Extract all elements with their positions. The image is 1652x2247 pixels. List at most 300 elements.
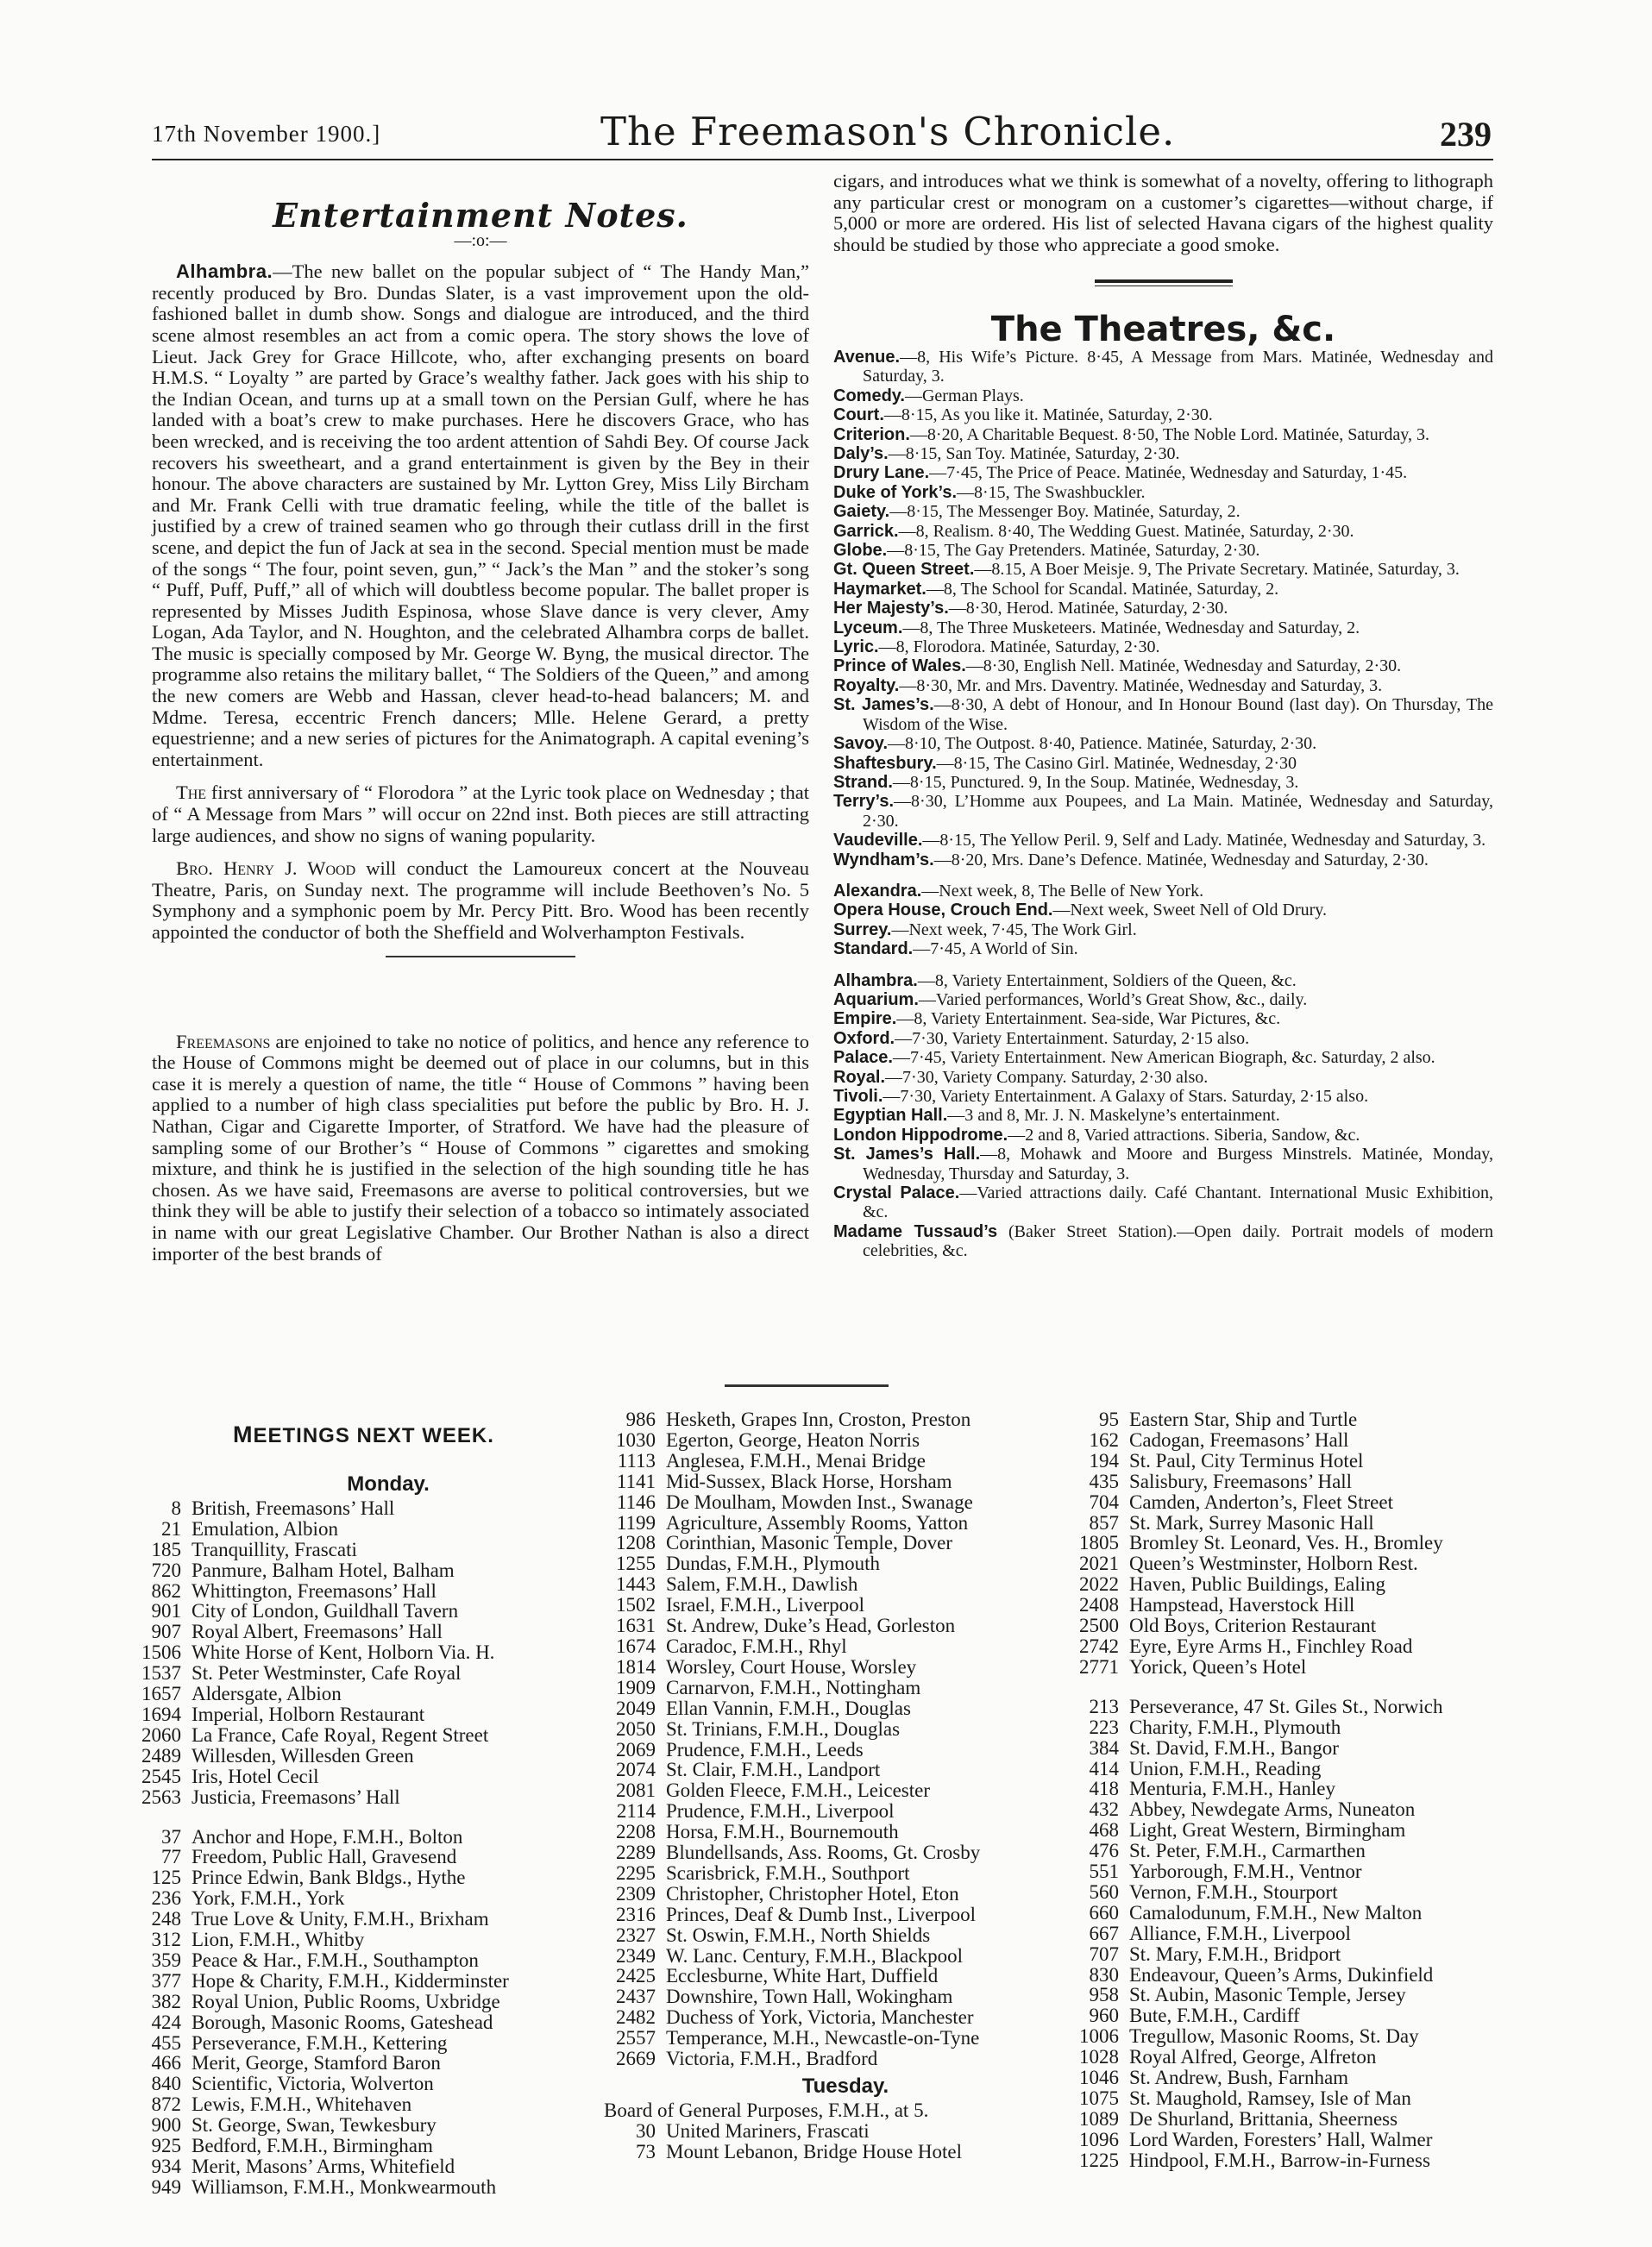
- theatre-name: Lyceum.: [833, 618, 903, 637]
- lodge-number: 1146: [616, 1491, 656, 1513]
- lodge-name: De Moulham, Mowden Inst., Swanage: [666, 1491, 973, 1513]
- lodge-row: [604, 1905, 1087, 1925]
- lodge-name: Alliance, F.M.H., Liverpool: [1129, 1922, 1351, 1944]
- lodge-name: Old Boys, Criterion Restaurant: [1129, 1615, 1377, 1637]
- lodge-name: Eastern Star, Ship and Turtle: [1129, 1409, 1358, 1430]
- theatre-name: Lyric.: [833, 637, 879, 657]
- lodge-name: British, Freemasons’ Hall: [192, 1497, 395, 1519]
- lodge-number: 359: [151, 1949, 181, 1971]
- theatre-entry: [833, 502, 1493, 521]
- theatre-entry: [833, 754, 1493, 773]
- lodge-name: Downshire, Town Hall, Wokingham: [666, 1986, 953, 2008]
- lodge-name: Camden, Anderton’s, Fleet Street: [1129, 1491, 1393, 1513]
- alhambra-text: —The new ballet on the popular subject of “ The Handy Man,” recently produced by Bro. Dundas Slater, is a vast improvement upon the old-fashioned ballet in dumb show. Songs and dialogue are introduced, and the third scene almost resembles an act from a comic opera. The story shows the love of Lieut. Jack Grey for Grace Hillcote, who, after exchanging presents on board H.M.S. “ Loyalty ” are parted by Grace’s wealthy father. Jack goes with his ship to the Indian Ocean, and turns up at a small town on the Persian Gulf, where he has landed with a boat’s crew to make purchases. Here he discovers Grace, who has been wrecked, and is receiving the too ardent attention of Sahdi Bey. Of course Jack recovers his sweetheart, and a grand entertainment is given by the Bey in their honour. The above characters are sustained by Mr. Lytton Grey, Miss Lily Bircham and Mr. Frank Celli with true dramatic feeling, while the title of the ballet is justified by a crew of trained seamen who go through their cutlass drill in the first scene, and depict the fun of Jack at sea in the second. Special mention must be made of the songs “ The four, point seven, gun,” “ Jack’s the Man ” and the stoker’s song “ Puff, Puff, Puff,” all of which will doubtless become popular. The ballet proper is represented by Misses Judith Espinosa, whose Slave dance is very clever, Amy Logan, Ada Taylor, and N. Houghton, and the celebrated Alhambra corps de ballet. The music is specially composed by Mr. George W. Byng, the musical director. The programme also retains the military ballet, “ The Soldiers of the Queen,” and among the new comers are Webb and Hassan, clever head-to-head balancers; M. and Mdme. Teresa, eccentric French dancers; Mlle. Helene Gerard, a pretty equestrienne; and a new series of pictures for the Animatograph. A capital evening’s entertainment.: [152, 260, 809, 770]
- theatres-list: [833, 348, 1493, 1261]
- lodge-row: [1067, 1595, 1550, 1616]
- lodge-name: St. Mark, Surrey Masonic Hall: [1129, 1511, 1374, 1534]
- theatre-details: —3 and 8, Mr. J. N. Maskelyne’s entertainment.: [947, 1106, 1280, 1126]
- lodge-name: Panmure, Balham Hotel, Balham: [192, 1559, 455, 1581]
- lodge-name: City of London, Guildhall Tavern: [192, 1600, 459, 1622]
- theatre-details: —8·15, San Toy. Matinée, Saturday, 2·30.: [888, 444, 1180, 463]
- lodge-row: [604, 2028, 1087, 2049]
- theatre-name: St. James’s Hall.: [833, 1145, 981, 1164]
- lodge-number: 73: [636, 2140, 656, 2162]
- florodora-lead: The: [176, 781, 207, 804]
- lodge-row: [1067, 1533, 1550, 1553]
- theatre-details: —7·30, Variety Entertainment. Saturday, 2·15 also.: [895, 1028, 1250, 1048]
- meetings-column-1: [129, 1471, 647, 2198]
- lodge-name: Israel, F.M.H., Liverpool: [666, 1594, 865, 1616]
- lodge-name: Ellan Vannin, F.M.H., Douglas: [666, 1697, 911, 1719]
- lodge-number: 2545: [141, 1765, 181, 1787]
- lodge-name: Borough, Masonic Rooms, Gateshead: [192, 2011, 493, 2033]
- theatre-name: Wyndham’s.: [833, 850, 934, 869]
- lodge-row: [129, 1847, 647, 1867]
- theatre-name: Daly’s.: [833, 444, 889, 463]
- lodge-number: 901: [151, 1600, 181, 1622]
- lodge-name: Ecclesburne, White Hart, Duffield: [666, 1965, 939, 1987]
- lodge-row: [604, 1430, 1087, 1451]
- theatre-entry: [833, 850, 1493, 869]
- theatre-details: —8, The School for Scandal. Matinée, Saturday, 2.: [926, 579, 1279, 599]
- lodge-name: United Mariners, Frascati: [666, 2119, 870, 2142]
- theatre-details: —8, Mohawk and Moore and Burgess Minstrels. Matinée, Monday, Wednesday, Thursday and Saturday, 3.: [863, 1145, 1493, 1183]
- lodge-row: [129, 1601, 647, 1622]
- theatre-name: Her Majesty’s.: [833, 599, 949, 618]
- lodge-row: [1067, 1636, 1550, 1657]
- lodge-name: Horsa, F.M.H., Bournemouth: [666, 1821, 899, 1843]
- lodge-name: Duchess of York, Victoria, Manchester: [666, 2006, 974, 2029]
- lodge-number: 1631: [616, 1615, 656, 1637]
- theatre-name: Criterion.: [833, 424, 910, 444]
- lodge-row: [1067, 2068, 1550, 2088]
- lodge-name: St. Peter Westminster, Cafe Royal: [192, 1662, 462, 1685]
- lodge-row: [129, 2115, 647, 2136]
- theatre-details: —8·15, The Casino Girl. Matinée, Wednesday, 2·30: [936, 753, 1297, 773]
- lodge-number: 77: [161, 1846, 181, 1868]
- lodge-number: 1208: [616, 1532, 656, 1554]
- lodge-row: [1067, 1944, 1550, 1965]
- lodge-number: 2081: [616, 1779, 656, 1802]
- theatre-details: —8, The Three Musketeers. Matinée, Wednesday and Saturday, 2.: [902, 618, 1360, 637]
- issue-date: 17th November 1900.]: [152, 121, 381, 147]
- lodge-name: Christopher, Christopher Hotel, Eton: [666, 1882, 959, 1905]
- lodge-name: W. Lanc. Century, F.M.H., Blackpool: [666, 1944, 963, 1967]
- alhambra-lead: Alhambra.: [176, 260, 273, 283]
- lodge-row: [1067, 1861, 1550, 1882]
- lodge-number: 21: [161, 1517, 181, 1540]
- lodge-number: 125: [151, 1867, 181, 1889]
- lodge-number: 2425: [616, 1965, 656, 1987]
- page-number: 239: [1440, 115, 1492, 154]
- lodge-name: St. Aubin, Masonic Temple, Jersey: [1129, 1984, 1406, 2006]
- lodge-row: [129, 1581, 647, 1602]
- lodge-row: [1067, 2130, 1550, 2150]
- lodge-name: Bedford, F.M.H., Birmingham: [192, 2135, 433, 2157]
- theatre-entry: [833, 618, 1493, 637]
- theatre-entry: [833, 990, 1493, 1009]
- lodge-name: Freedom, Public Hall, Gravesend: [192, 1846, 457, 1868]
- lodge-name: White Horse of Kent, Holborn Via. H.: [192, 1641, 495, 1664]
- lodge-number: 667: [1089, 1922, 1119, 1944]
- theatre-name: Royalty.: [833, 675, 900, 695]
- lodge-number: 377: [151, 1969, 181, 1992]
- lodge-name: Prudence, F.M.H., Leeds: [666, 1738, 864, 1761]
- lodge-row: [129, 1867, 647, 1888]
- theatre-entry: [833, 1029, 1493, 1048]
- theatre-name: Tivoli.: [833, 1087, 883, 1106]
- lodge-number: 1089: [1079, 2107, 1119, 2130]
- lodge-row: [1067, 1616, 1550, 1636]
- theatre-details: —Next week, Sweet Nell of Old Drury.: [1052, 901, 1327, 920]
- theatre-name: Alexandra.: [833, 881, 922, 901]
- lodge-row: [129, 1663, 647, 1684]
- theatre-details: —8·30, Mr. and Mrs. Daventry. Matinée, Wednesday and Saturday, 3.: [899, 675, 1383, 695]
- lodge-row: [129, 2177, 647, 2198]
- lodge-number: 1113: [617, 1449, 656, 1472]
- lodge-number: 840: [151, 2073, 181, 2095]
- lodge-name: Corinthian, Masonic Temple, Dover: [666, 1532, 953, 1554]
- theatre-details: —7·30, Variety Company. Saturday, 2·30 also.: [885, 1067, 1209, 1087]
- theatre-entry: [833, 637, 1493, 656]
- lodge-number: 2208: [616, 1821, 656, 1843]
- theatre-entry: [833, 386, 1493, 405]
- theatre-name: Surrey.: [833, 920, 892, 939]
- theatre-name: Standard.: [833, 939, 914, 959]
- lodge-row: [129, 1950, 647, 1971]
- lodge-number: 2114: [616, 1800, 656, 1823]
- lodge-row: [129, 1725, 647, 1746]
- lodge-number: 455: [151, 2031, 181, 2054]
- lodge-row: [1067, 1903, 1550, 1924]
- lodge-number: 986: [625, 1409, 656, 1430]
- lodge-number: 1537: [141, 1662, 181, 1685]
- wood-text: will conduct the Lamoureux concert at the Nouveau Theatre, Paris, on Sunday next. The programme will include Beethoven’s No. 5 Symphony and a symphonic poem by Mr. Percy Pitt. Bro. Wood has been recently appointed the conductor of both the Sheffield and Wolverhampton Festivals.: [152, 857, 810, 943]
- theatre-details: —8·10, The Outpost. 8·40, Patience. Matinée, Saturday, 2·30.: [888, 734, 1317, 754]
- lodge-number: 2771: [1079, 1655, 1119, 1678]
- theatre-name: Savoy.: [833, 734, 888, 754]
- wood-paragraph: [152, 858, 809, 943]
- lodge-name: Peace & Har., F.M.H., Southampton: [192, 1949, 479, 1971]
- lodge-row: [1067, 1451, 1550, 1472]
- lodge-number: 223: [1089, 1716, 1119, 1738]
- theatre-name: Prince of Wales.: [833, 656, 966, 676]
- theatre-details: (Baker Street Station).—Open daily. Portrait models of modern celebrities, &c.: [863, 1221, 1493, 1261]
- lodge-name: St. Peter, F.M.H., Carmarthen: [1129, 1840, 1366, 1862]
- theatre-details: —Next week, 8, The Belle of New York.: [921, 881, 1204, 901]
- theatre-details: —8·15, The Gay Pretenders. Matinée, Saturday, 2·30.: [887, 541, 1260, 561]
- lodge-row: [604, 1657, 1087, 1678]
- lodge-row: [604, 2049, 1087, 2069]
- theatre-name: Gt. Queen Street.: [833, 560, 975, 580]
- theatre-entry: [833, 939, 1493, 958]
- theatre-entry: [833, 1106, 1493, 1125]
- lodge-number: 2050: [616, 1717, 656, 1740]
- lodge-number: 958: [1089, 1984, 1119, 2006]
- lodge-name: Cadogan, Freemasons’ Hall: [1129, 1428, 1349, 1451]
- lodge-row: [604, 1925, 1087, 1946]
- lodge-row: [604, 1801, 1087, 1822]
- lodge-number: 2482: [616, 2006, 656, 2029]
- page-header: [152, 109, 1493, 160]
- lodge-row: [1067, 1965, 1550, 1986]
- theatre-details: —7·45, A World of Sin.: [913, 939, 1078, 959]
- theatre-entry: [833, 541, 1493, 560]
- lodge-row: [604, 1472, 1087, 1492]
- lodge-row: [129, 1971, 647, 1992]
- theatre-details: —8, Variety Entertainment, Soldiers of the Queen, &c.: [917, 970, 1297, 990]
- lodge-number: 1075: [1079, 2087, 1119, 2109]
- lodge-row: [1067, 1759, 1550, 1779]
- lodge-row: [129, 1930, 647, 1950]
- lodge-number: 476: [1089, 1840, 1119, 1862]
- theatre-name: Aquarium.: [833, 989, 919, 1009]
- lodge-row: [604, 1595, 1087, 1616]
- theatre-details: —Varied performances, World’s Great Show, &c., daily.: [918, 989, 1308, 1009]
- lodge-name: True Love & Unity, F.M.H., Brixham: [192, 1908, 489, 1930]
- theatre-details: —8·30, Herod. Matinée, Saturday, 2·30.: [948, 599, 1228, 618]
- lodge-number: 660: [1089, 1901, 1119, 1924]
- lodge-name: Tranquillity, Frascati: [192, 1538, 357, 1560]
- lodge-name: Blundellsands, Ass. Rooms, Gt. Crosby: [666, 1842, 981, 1864]
- florodora-paragraph: [152, 782, 809, 846]
- lodge-number: 213: [1089, 1695, 1119, 1717]
- lodge-number: 2563: [141, 1786, 181, 1808]
- lodge-number: 2295: [616, 1861, 656, 1884]
- lodge-name: Salem, F.M.H., Dawlish: [666, 1573, 858, 1596]
- lodge-number: 466: [151, 2052, 181, 2074]
- theatre-entry: [833, 920, 1493, 939]
- lodge-number: 2289: [616, 1842, 656, 1864]
- lodge-name: Queen’s Westminster, Holborn Rest.: [1129, 1553, 1418, 1575]
- lodge-name: Prudence, F.M.H., Liverpool: [666, 1800, 895, 1823]
- lodge-name: Endeavour, Queen’s Arms, Dukinfield: [1129, 1963, 1434, 1986]
- lodge-name: Mount Lebanon, Bridge House Hotel: [666, 2140, 963, 2162]
- lodge-name: Victoria, F.M.H., Bradford: [666, 2048, 878, 2070]
- lodge-row: [604, 1822, 1087, 1842]
- theatre-details: —7·30, Variety Entertainment. A Galaxy of Stars. Saturday, 2·15 also.: [883, 1087, 1369, 1106]
- lodge-row: [1067, 1717, 1550, 1738]
- theatre-details: —8, His Wife’s Picture. 8·45, A Message from Mars. Matinée, Wednesday and Saturday, 3.: [863, 347, 1493, 386]
- header-rule: [152, 159, 1493, 160]
- lodge-name: St. David, F.M.H., Bangor: [1129, 1736, 1339, 1759]
- lodge-name: Light, Great Western, Birmingham: [1129, 1819, 1406, 1842]
- theatre-name: London Hippodrome.: [833, 1125, 1008, 1145]
- wood-lead: Bro. Henry J. Wood: [176, 857, 356, 880]
- lodge-name: St. Mary, F.M.H., Bridport: [1129, 1943, 1341, 1965]
- lodge-number: 1674: [616, 1635, 656, 1657]
- lodge-name: Bute, F.M.H., Cardiff: [1129, 2005, 1300, 2027]
- publication-title: The Freemason's Chronicle.: [600, 109, 1176, 154]
- theatre-entry: [833, 792, 1493, 831]
- lodge-number: 707: [1089, 1943, 1119, 1965]
- lodge-number: 95: [1099, 1409, 1119, 1430]
- lodge-name: St. Oswin, F.M.H., North Shields: [666, 1924, 931, 1946]
- lodge-number: 1225: [1079, 2149, 1119, 2171]
- theatre-details: —8, Realism. 8·40, The Wedding Guest. Matinée, Saturday, 2·30.: [898, 521, 1354, 541]
- theatre-name: Crystal Palace.: [833, 1183, 960, 1203]
- lodge-row: [604, 1863, 1087, 1884]
- lodge-row: [129, 1704, 647, 1725]
- lodge-number: 1805: [1079, 1532, 1119, 1554]
- lodge-name: La France, Cafe Royal, Regent Street: [192, 1723, 489, 1746]
- lodge-row: [604, 1740, 1087, 1761]
- double-rule: [1095, 279, 1233, 286]
- theatre-details: —Varied attractions daily. Café Chantant. International Music Exhibition, &c.: [863, 1183, 1493, 1222]
- theatre-name: Globe.: [833, 541, 888, 561]
- theatre-entry: [833, 1145, 1493, 1183]
- lodge-number: 2669: [616, 2048, 656, 2070]
- lodge-number: 432: [1089, 1798, 1119, 1821]
- lodge-row: [129, 2033, 647, 2054]
- lodge-name: Perseverance, 47 St. Giles St., Norwich: [1129, 1695, 1443, 1717]
- lodge-number: 551: [1089, 1861, 1119, 1883]
- lodge-number: 8: [171, 1497, 181, 1519]
- theatre-details: —8·30, A debt of Honour, and In Honour Bound (last day). On Thursday, The Wisdom of the Wise.: [863, 695, 1493, 734]
- theatre-entry: [833, 1048, 1493, 1067]
- theatre-entry: [833, 1183, 1493, 1222]
- lodge-name: Anglesea, F.M.H., Menai Bridge: [666, 1449, 926, 1472]
- lodge-row: [129, 1498, 647, 1519]
- lodge-number: 30: [636, 2119, 656, 2142]
- lodge-row: [1067, 2026, 1550, 2047]
- theatre-name: Court.: [833, 405, 884, 425]
- lodge-name: Caradoc, F.M.H., Rhyl: [666, 1635, 847, 1657]
- lodge-name: Hesketh, Grapes Inn, Croston, Preston: [666, 1409, 971, 1430]
- lodge-number: 162: [1089, 1428, 1119, 1451]
- theatre-entry: [833, 1009, 1493, 1028]
- theatre-name: Alhambra.: [833, 970, 918, 990]
- lodge-number: 1096: [1079, 2128, 1119, 2150]
- lodge-number: 2327: [616, 1924, 656, 1946]
- theatre-details: —8·30, L’Homme aux Poupees, and La Main. Matinée, Wednesday and Saturday, 2·30.: [863, 792, 1493, 831]
- theatre-details: —8·15, The Swashbuckler.: [957, 482, 1146, 502]
- lodge-row: [1067, 1657, 1550, 1678]
- lodge-name: St. Andrew, Bush, Farnham: [1129, 2067, 1349, 2089]
- lodge-number: 949: [151, 2175, 181, 2198]
- theatre-name: Opera House, Crouch End.: [833, 901, 1053, 920]
- lodge-number: 418: [1089, 1778, 1119, 1800]
- theatre-entry: [833, 773, 1493, 792]
- lodge-number: 2489: [141, 1744, 181, 1767]
- lodge-row: [604, 1492, 1087, 1513]
- lodge-row: [1067, 1841, 1550, 1861]
- theatre-entry: [833, 483, 1493, 502]
- freemasons-text: are enjoined to take no notice of politics, and hence any reference to the House of Commons might be deemed out of place in our columns, but in this case it is merely a question of name, the title “ House of Commons ” having been applied to a number of high class specialities put before the public by Bro. H. J. Nathan, Cigar and Cigarette Importer, of Stratford. We have had the pleasure of sampling some of our Brother’s “ House of Commons ” cigarettes and smoking mixture, and think he is justified in the selection of the high sounding title he has chosen. As we have said, Freemasons are averse to political controversies, but we think they will be able to justify their selection of a tobacco so intimately associated in name with our great Legislative Chamber. Our Brother Nathan is also a direct importer of the best brands of: [152, 1030, 809, 1265]
- lodge-row: [604, 1780, 1087, 1801]
- theatre-entry: [833, 695, 1493, 734]
- lodge-row: [129, 1684, 647, 1704]
- lodge-number: 1199: [616, 1511, 656, 1534]
- theatre-entry: [833, 560, 1493, 579]
- theatre-details: —8·20, Mrs. Dane’s Defence. Matinée, Wednesday and Saturday, 2·30.: [933, 850, 1429, 869]
- lodge-number: 2408: [1079, 1594, 1119, 1616]
- lodge-number: 1443: [616, 1573, 656, 1596]
- lodge-number: 907: [151, 1621, 181, 1643]
- theatre-name: Palace.: [833, 1048, 893, 1068]
- theatre-details: —7·45, Variety Entertainment. New American Biograph, &c. Saturday, 2 also.: [892, 1048, 1435, 1068]
- theatre-details: —8·15, The Yellow Peril. 9, Self and Lady. Matinée, Wednesday and Saturday, 3.: [922, 831, 1486, 850]
- lodge-number: 960: [1089, 2005, 1119, 2027]
- lodge-number: 37: [161, 1825, 181, 1848]
- lodge-name: Justicia, Freemasons’ Hall: [192, 1786, 400, 1808]
- lodge-number: 900: [151, 2114, 181, 2137]
- bottom-rule: [725, 1384, 889, 1387]
- freemasons-paragraph: [152, 1032, 809, 1265]
- theatre-name: Royal.: [833, 1067, 886, 1087]
- lodge-name: Charity, F.M.H., Plymouth: [1129, 1716, 1341, 1738]
- lodge-row: [129, 1888, 647, 1909]
- lodge-row: [129, 1540, 647, 1560]
- lodge-number: 194: [1089, 1449, 1119, 1472]
- theatre-details: —8·15, As you like it. Matinée, Saturday, 2·30.: [883, 405, 1213, 425]
- section-separator: —:o:—: [454, 230, 507, 250]
- monday-heading: Monday.: [347, 1472, 430, 1496]
- lodge-number: 424: [151, 2011, 181, 2033]
- lodge-row: [604, 1966, 1087, 1987]
- lodge-number: 2049: [616, 1697, 656, 1719]
- lodge-row: [604, 1533, 1087, 1553]
- lodge-name: Mid-Sussex, Black Horse, Horsham: [666, 1470, 952, 1492]
- lodge-row: [1067, 1924, 1550, 1944]
- lodge-row: [604, 1409, 1087, 1430]
- lodge-name: Willesden, Willesden Green: [192, 1744, 414, 1767]
- lodge-name: St. George, Swan, Tewkesbury: [192, 2114, 437, 2137]
- lodge-number: 830: [1089, 1963, 1119, 1986]
- theatre-name: Egyptian Hall.: [833, 1106, 948, 1126]
- theatre-entry: [833, 1126, 1493, 1145]
- lodge-name: St. Clair, F.M.H., Landport: [666, 1759, 881, 1781]
- lodge-row: [604, 1760, 1087, 1780]
- theatre-name: Haymarket.: [833, 579, 927, 599]
- lodge-row: [129, 2074, 647, 2094]
- lodge-row: [129, 1519, 647, 1540]
- continuation-paragraph: cigars, and introduces what we think is somewhat of a novelty, offering to lithograph any particular crest or monogram on a customer’s cigarettes—without charge, if 5,000 or more are ordered. His list of selected Havana cigars of the highest quality should be studied by those who appreciate a good smoke.: [833, 170, 1493, 255]
- lodge-number: 2021: [1079, 1553, 1119, 1575]
- theatre-details: —7·45, The Price of Peace. Matinée, Wednesday and Saturday, 1·45.: [929, 463, 1408, 483]
- lodge-name: Iris, Hotel Cecil: [192, 1765, 319, 1787]
- lodge-name: Perseverance, F.M.H., Kettering: [192, 2031, 448, 2054]
- alhambra-paragraph: [152, 261, 809, 770]
- lodge-number: 1506: [141, 1641, 181, 1664]
- theatre-details: —8, Florodora. Matinée, Saturday, 2·30.: [878, 637, 1160, 657]
- lodge-row: [604, 1884, 1087, 1905]
- theatre-entry: [833, 1068, 1493, 1087]
- theatre-name: Strand.: [833, 772, 893, 792]
- theatre-details: —8·20, A Charitable Bequest. 8·50, The Noble Lord. Matinée, Saturday, 3.: [909, 424, 1430, 444]
- theatre-entry: [833, 580, 1493, 599]
- lodge-number: 248: [151, 1908, 181, 1930]
- lodge-number: 1141: [616, 1470, 656, 1492]
- lodge-name: Williamson, F.M.H., Monkwearmouth: [192, 2175, 497, 2198]
- left-column: [152, 171, 809, 1277]
- lodge-name: Aldersgate, Albion: [192, 1683, 342, 1705]
- lodge-name: Royal Alfred, George, Alfreton: [1129, 2046, 1377, 2068]
- lodge-row: [604, 2007, 1087, 2028]
- lodge-row: [1067, 1553, 1550, 1574]
- lodge-number: 2557: [616, 2027, 656, 2049]
- lodge-name: Lord Warden, Foresters’ Hall, Walmer: [1129, 2128, 1433, 2150]
- lodge-name: Camalodunum, F.M.H., New Malton: [1129, 1901, 1423, 1924]
- theatre-details: —8·30, English Nell. Matinée, Wednesday and Saturday, 2·30.: [965, 656, 1402, 676]
- lodge-row: [129, 2136, 647, 2156]
- lodge-name: Whittington, Freemasons’ Hall: [192, 1579, 437, 1602]
- lodge-name: Royal Union, Public Rooms, Uxbridge: [192, 1990, 500, 2012]
- lodge-name: Yarborough, F.M.H., Ventnor: [1129, 1861, 1362, 1883]
- lodge-number: 1814: [616, 1655, 656, 1678]
- meetings-title: MEETINGS NEXT WEEK.: [233, 1422, 494, 1447]
- lodge-row: [604, 1698, 1087, 1719]
